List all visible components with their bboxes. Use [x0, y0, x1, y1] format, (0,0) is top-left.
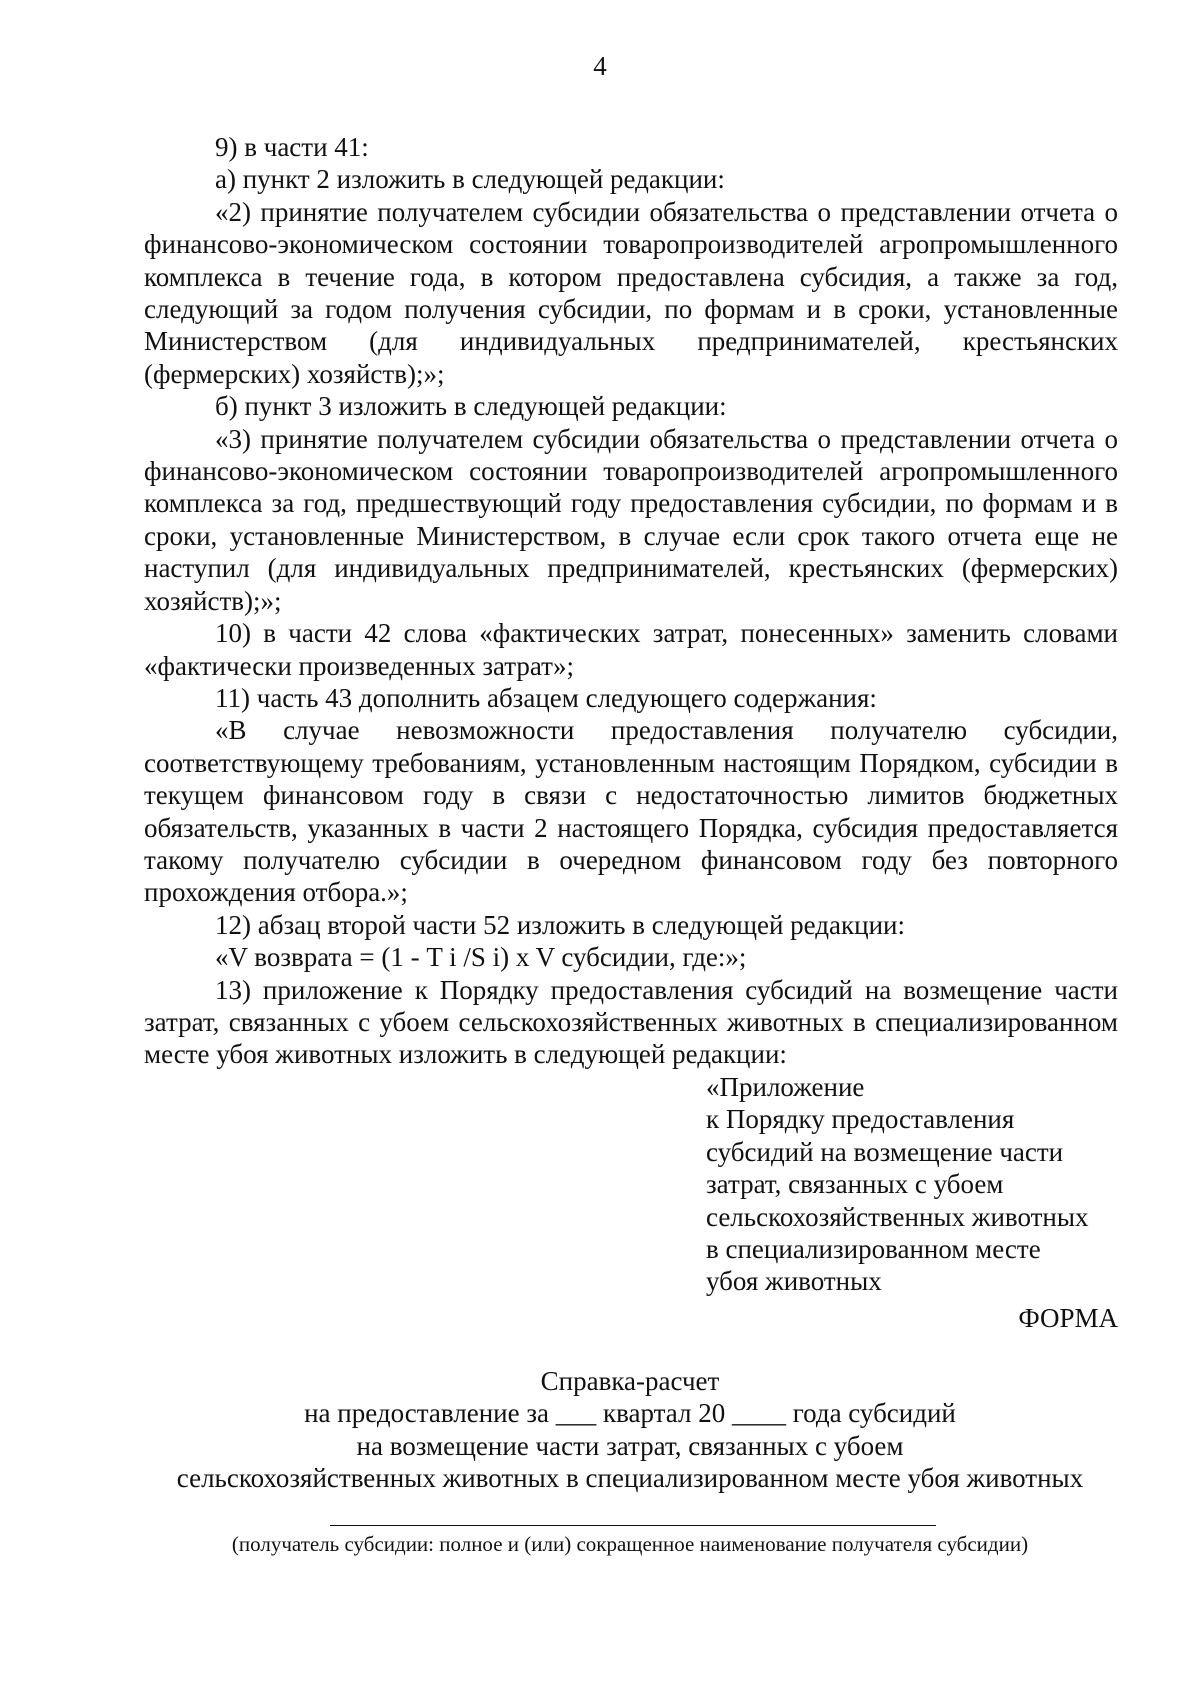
form-title-line: сельскохозяйственных животных в специализированном месте убоя животных [176, 1463, 1084, 1494]
paragraph-part-43-header: 11) часть 43 дополнить абзацем следующего содержания: [215, 682, 877, 713]
appendix-header [706, 1071, 1126, 1298]
form-title-line: на предоставление за ___ квартал 20 ____ года субсидий [304, 1398, 956, 1429]
form-title-line: Справка-расчет [540, 1366, 720, 1396]
page-number: 4 [593, 51, 607, 81]
appendix-line: в специализированном месте [706, 1234, 1041, 1265]
paragraph-point-3-text: «3) принятие получателем субсидии обязательства о представлении отчета о финансово-экономическом состоянии товаропроизводителей агропромышленного комплекса за год, предшествующий году предоставления субсидии, по формам и в сроки, установленные Министерством, в случае если срок такого отчета еще не наступил (для индивидуальных предпринимателей, крестьянских (фермерских) хозяйств);»; [144, 423, 1118, 616]
form-label: ФОРМА [1018, 1303, 1118, 1333]
form-title-line: на возмещение части затрат, связанных с убоем [356, 1430, 904, 1461]
paragraph-part-42: 10) в части 42 слова «фактических затрат, понесенных» заменить словами «фактически произведенных затрат»; [144, 618, 1118, 681]
paragraph-part-43-text: «В случае невозможности предоставления получателю субсидии, соответствующему требованиям, установленным настоящим Порядком, субсидии в текущем финансовом году в связи с недостаточностью лимитов бюджетных обязательств, указанных в части 2 настоящего Порядка, субсидия предоставляется такому получателю субсидии в очередном финансовом году без повторного прохождения отбора.»; [144, 715, 1118, 908]
appendix-line: субсидий на возмещение части [706, 1136, 1064, 1167]
paragraph-formula: «V возврата = (1 - T i /S i) x V субсидии, где:»; [215, 942, 747, 973]
amendment-text [144, 131, 1118, 1071]
appendix-line: затрат, связанных с убоем [706, 1169, 1004, 1200]
appendix-line: к Порядку предоставления [706, 1104, 1015, 1135]
paragraph-part-52-header: 12) абзац второй части 52 изложить в следующей редакции: [215, 909, 905, 940]
paragraph-point-3-header: б) пункт 3 изложить в следующей редакции: [215, 391, 727, 422]
recipient-underline [330, 1525, 936, 1526]
appendix-line: сельскохозяйственных животных [706, 1201, 1089, 1232]
form-title [100, 1365, 1160, 1495]
paragraph-part-41: 9) в части 41: [215, 132, 369, 162]
paragraph-point-2-header: а) пункт 2 изложить в следующей редакции: [215, 164, 725, 195]
appendix-line: «Приложение [706, 1072, 865, 1102]
paragraph-appendix-change: 13) приложение к Порядку предоставления субсидий на возмещение части затрат, связанных с убоем сельскохозяйственных животных в специализированном месте убоя животных изложить в следующей редакции: [144, 974, 1118, 1070]
appendix-line: убоя животных [706, 1266, 882, 1297]
recipient-caption: (получатель субсидии: полное и (или) сокращенное наименование получателя субсидии) [231, 1532, 1029, 1556]
paragraph-point-2-text: «2) принятие получателем субсидии обязательства о представлении отчета о финансово-экономическом состоянии товаропроизводителей агропромышленного комплекса в течение года, в котором предоставлена субсидия, а также за год, следующий за годом получения субсидии, по формам и в сроки, установленные Министерством (для индивидуальных предпринимателей, крестьянских (фермерских) хозяйств);»; [144, 196, 1118, 389]
